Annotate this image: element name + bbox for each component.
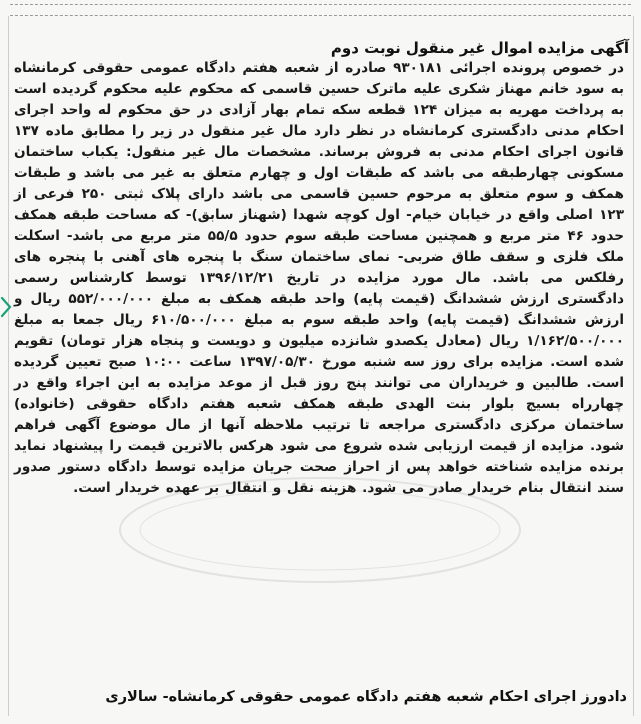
top-border [10, 4, 631, 16]
notice-title: آگهی مزایده اموال غیر منقول نوبت دوم [330, 39, 629, 57]
notice-body: در خصوص پرونده اجرائی ۹۳۰۱۸۱ صادره از شعبه هفتم دادگاه عمومی حقوقی کرمانشاه به سود خانم مهناز شکری علیه ماترک حسین قاسمی که محکوم علیه محکوم گردیده است به پرداخت مهریه به میزان ۱۲۴ قطعه سکه تمام بهار آزادی در حق محکوم له واحد اجرای احکام مدنی دادگستری کرمانشاه در نظر دارد مال غیر منقول در زیر را مطابق ماده ۱۳۷ قانون اجرای احکام مدنی به فروش برساند. مشخصات مال غیر منقول: یکباب ساختمان مسکونی چهارطبقه می باشد که طبقات اول و چهارم متعلق به غیر می باشد و طبقات همکف و سوم متعلق به مرحوم حسین قاسمی می باشد دارای پلاک ثبتی ۲۵۰ فرعی از ۱۲۳ اصلی واقع در خیابان خیام- اول کوچه شهدا (شهناز سابق)- که مساحت طبقه همکف حدود ۴۶ متر مربع و همچنین مساحت طبقه سوم حدود ۵۵/۵ متر مربع می باشد- اسکلت ملک فلزی و سقف طاق ضربی- نمای ساختمان سنگ با پنجره های آهنی با پنجره های رفلکس می باشد. مال مورد مزایده در تاریخ ۱۳۹۶/۱۲/۲۱ توسط کارشناس رسمی دادگستری ارزش ششدانگ (قیمت پایه) واحد طبقه همکف به مبلغ ۵۵۲/۰۰۰/۰۰۰ ریال و ارزش ششدانگ (قیمت پایه) واحد طبقه سوم به مبلغ ۶۱۰/۵۰۰/۰۰۰ ریال جمعا به مبلغ ۱/۱۶۲/۵۰۰/۰۰۰ ریال (معادل یکصدو شانزده میلیون و دویست و پنجاه هزار تومان) تقویم شده است. مزایده برای روز سه شنبه مورخ ۱۳۹۷/۰۵/۳۰ ساعت ۱۰:۰۰ صبح تعیین گردیده است. طالبین و خریداران می توانند پنج روز قبل از موعد مزایده به این اجراء واقع در چهارراه بسیج بلوار بنت الهدی طبقه همکف شعبه هفتم دادگاه حقوقی (خانواده) ساختمان مرکزی دادگستری مراجعه تا ترتیب ملاحظه آنها از مال موضوع آگهی فراهم شود. مزایده از قیمت ارزیابی شده شروع می شود هرکس بالاترین قیمت را پیشنهاد نماید برنده مزایده شناخته خواهد پس از احراز صحت جریان مزایده توسط دادگاه دستور صدور سند انتقال بنام خریدار صادر می شود. هزینه نقل و انتقال بر عهده خریدار است. [14, 60, 625, 496]
notice-content [10, 36, 628, 499]
notice-signature: دادورز اجرای احکام شعبه هفتم دادگاه عمومی حقوقی کرمانشاه- سالاری [105, 689, 627, 705]
